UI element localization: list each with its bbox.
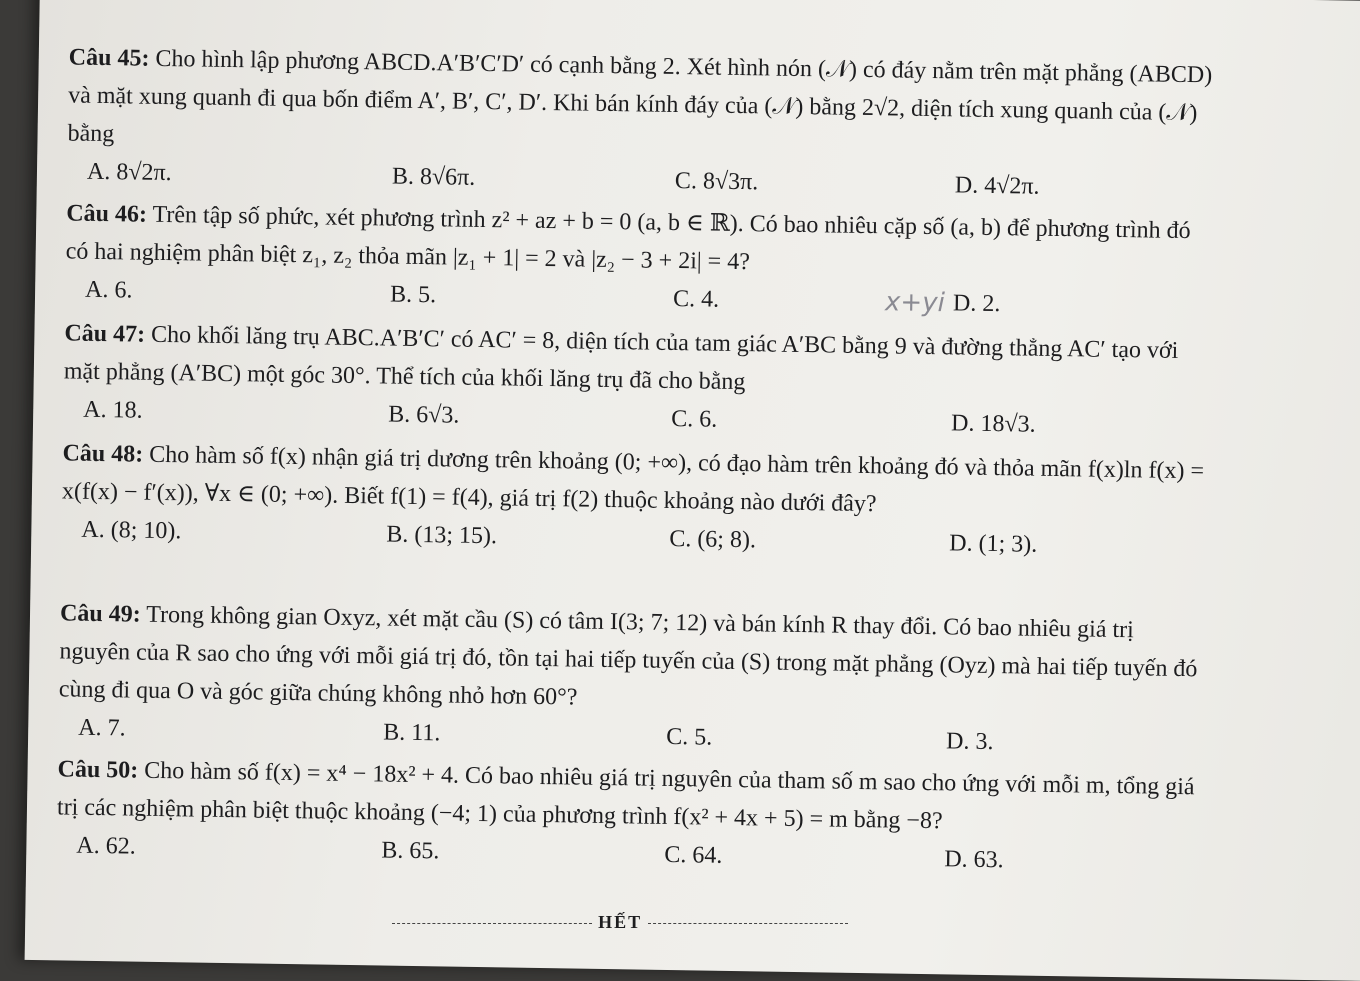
- question-label: Câu 50:: [57, 756, 139, 784]
- option-c[interactable]: C. (6; 8).: [669, 525, 757, 554]
- end-marker: [380, 912, 860, 933]
- question-50: [56, 750, 1208, 880]
- option-d[interactable]: D. 18√3.: [950, 410, 1036, 438]
- question-text: Trên tập số phức, xét phương trình z² + az + b = 0 (a, b ∈ ℝ). Có bao nhiêu cặp số (a, b) để phương trình đó có hai nghiệm phân biệt z₁, z₂ thỏa mãn |z₁ + 1| = 2 và |z₂ − 3 + 2i| = 4?: [65, 201, 1191, 276]
- option-a[interactable]: A. 7.: [78, 714, 126, 742]
- option-c[interactable]: C. 8√3π.: [674, 167, 759, 196]
- question-label: Câu 46:: [66, 200, 148, 228]
- option-c[interactable]: C. 4.: [672, 285, 720, 313]
- question-label: Câu 49:: [59, 600, 141, 628]
- question-label: Câu 48:: [62, 440, 144, 468]
- option-d[interactable]: D. 2.: [952, 290, 1001, 318]
- question-47: [63, 314, 1215, 444]
- question-text: Cho khối lăng trụ ABC.A′B′C′ có AC′ = 8, diện tích của tam giác A′BC bằng 9 và đường thẳng AC′ tạo với mặt phẳng (A′BC) một góc 30°. Thể tích của khối lăng trụ đã cho bằng: [63, 321, 1179, 396]
- option-a[interactable]: A. 8√2π.: [86, 158, 172, 187]
- option-b[interactable]: B. 65.: [381, 837, 440, 865]
- option-b[interactable]: B. (13; 15).: [386, 521, 498, 550]
- question-text: Trong không gian Oxyz, xét mặt cầu (S) có tâm I(3; 7; 12) và bán kính R thay đổi. Có bao nhiêu giá trị nguyên của R sao cho ứng với mỗi giá trị đó, tồn tại hai tiếp tuyến của (S) trong mặt phẳng (Oyz) mà hai tiếp tuyến đó cùng đi qua O và góc giữa chúng không nhỏ hơn 60°?: [58, 601, 1198, 711]
- exam-page: [25, 0, 1360, 981]
- option-b[interactable]: B. 5.: [389, 281, 437, 309]
- option-c[interactable]: C. 6.: [670, 405, 718, 433]
- option-d[interactable]: D. (1; 3).: [949, 530, 1038, 558]
- divider: [648, 923, 848, 924]
- option-d[interactable]: D. 63.: [944, 846, 1004, 874]
- end-text: HẾT: [598, 912, 642, 932]
- option-c[interactable]: C. 5.: [665, 723, 713, 751]
- question-45: [67, 38, 1219, 206]
- option-a[interactable]: A. 18.: [83, 396, 143, 424]
- question-text: Cho hàm số f(x) = x⁴ − 18x² + 4. Có bao nhiêu giá trị nguyên của tham số m sao cho ứng với mỗi m, tổng giá trị các nghiệm phân biệt thuộc khoảng (−4; 1) của phương trình f(x² + 4x + 5) = m bằng −8?: [56, 757, 1195, 835]
- question-text: Cho hàm số f(x) nhận giá trị dương trên khoảng (0; +∞), có đạo hàm trên khoảng đó và thỏa mãn f(x)ln f(x) = x(f(x) − f′(x)), ∀x ∈ (0; +∞). Biết f(1) = f(4), giá trị f(2) thuộc khoảng nào dưới đây?: [61, 441, 1205, 518]
- option-d[interactable]: D. 3.: [945, 728, 994, 756]
- option-c[interactable]: C. 64.: [664, 841, 723, 869]
- option-a[interactable]: A. 62.: [76, 832, 136, 860]
- option-b[interactable]: B. 8√6π.: [391, 163, 476, 191]
- option-d[interactable]: D. 4√2π.: [954, 172, 1040, 200]
- option-a[interactable]: A. 6.: [84, 276, 133, 304]
- option-b[interactable]: B. 6√3.: [388, 401, 460, 429]
- option-b[interactable]: B. 11.: [383, 719, 441, 747]
- option-a[interactable]: A. (8; 10).: [81, 516, 182, 545]
- question-label: Câu 45:: [68, 44, 150, 72]
- question-49: [58, 594, 1210, 762]
- divider: [392, 923, 592, 924]
- question-text: Cho hình lập phương ABCD.A′B′C′D′ có cạnh bằng 2. Xét hình nón (𝒩) có đáy nằm trên mặt phẳng (ABCD) và mặt xung quanh đi qua bốn điểm A′, B′, C′, D′. Khi bán kính đáy của (𝒩) bằng 2√2, diện tích xung quanh của (𝒩) bằng: [67, 45, 1213, 148]
- question-46: [65, 194, 1217, 324]
- question-label: Câu 47:: [64, 320, 146, 348]
- handwritten-note: x+yi: [884, 287, 946, 319]
- question-48: [61, 434, 1213, 564]
